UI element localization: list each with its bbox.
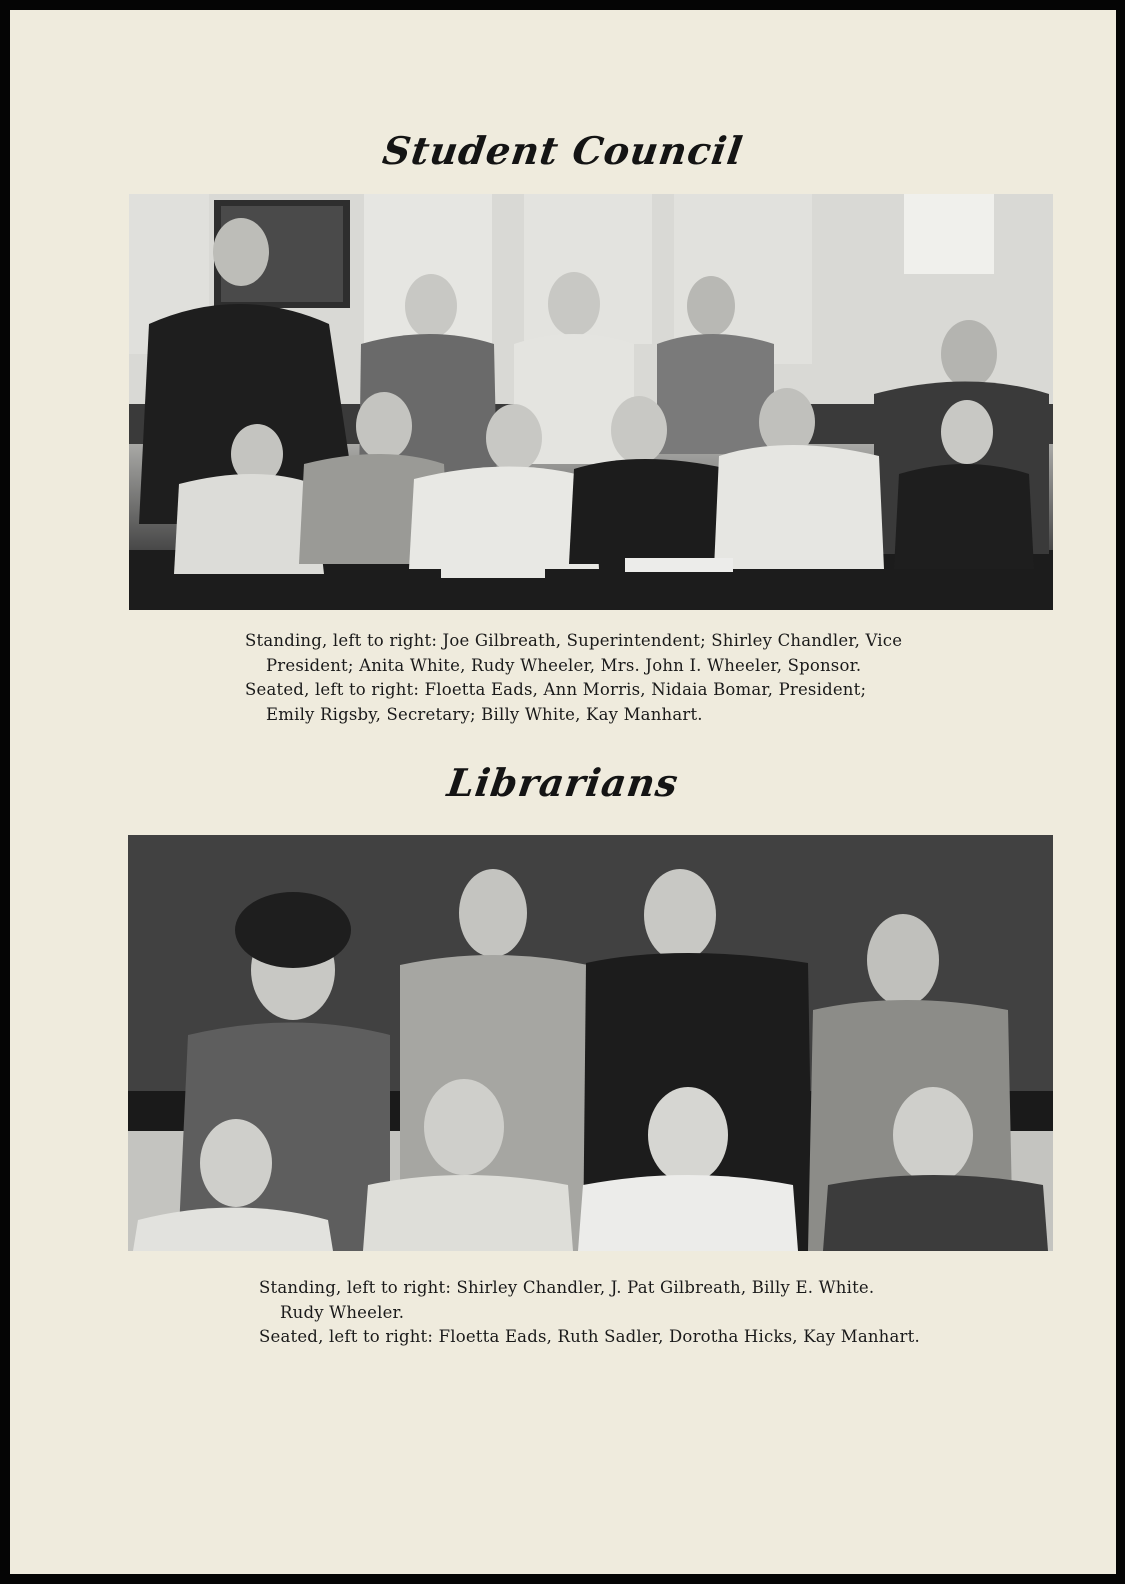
student-council-caption — [245, 629, 902, 727]
student-council-photo — [129, 194, 1053, 610]
caption-line: Seated, left to right: Floetta Eads, Ann Morris, Nidaia Bomar, President; — [245, 680, 867, 699]
caption-line: Seated, left to right: Floetta Eads, Ruth Sadler, Dorotha Hicks, Kay Manhart. — [259, 1327, 920, 1346]
student-council-photo-image — [129, 194, 1053, 610]
caption-line: Standing, left to right: Shirley Chandler, J. Pat Gilbreath, Billy E. White. — [259, 1278, 875, 1297]
caption-line: Emily Rigsby, Secretary; Billy White, Kay Manhart. — [266, 704, 703, 724]
caption-line: President; Anita White, Rudy Wheeler, Mrs. John I. Wheeler, Sponsor. — [266, 655, 862, 675]
caption-line: Standing, left to right: Joe Gilbreath, Superintendent; Shirley Chandler, Vice — [245, 631, 903, 650]
yearbook-page — [10, 10, 1116, 1574]
librarians-photo — [128, 835, 1053, 1251]
librarians-photo-image — [128, 835, 1053, 1251]
librarians-heading: Librarians — [444, 760, 682, 805]
student-council-heading: Student Council — [380, 128, 746, 173]
librarians-caption — [259, 1276, 920, 1350]
caption-line: Rudy Wheeler. — [280, 1302, 405, 1322]
